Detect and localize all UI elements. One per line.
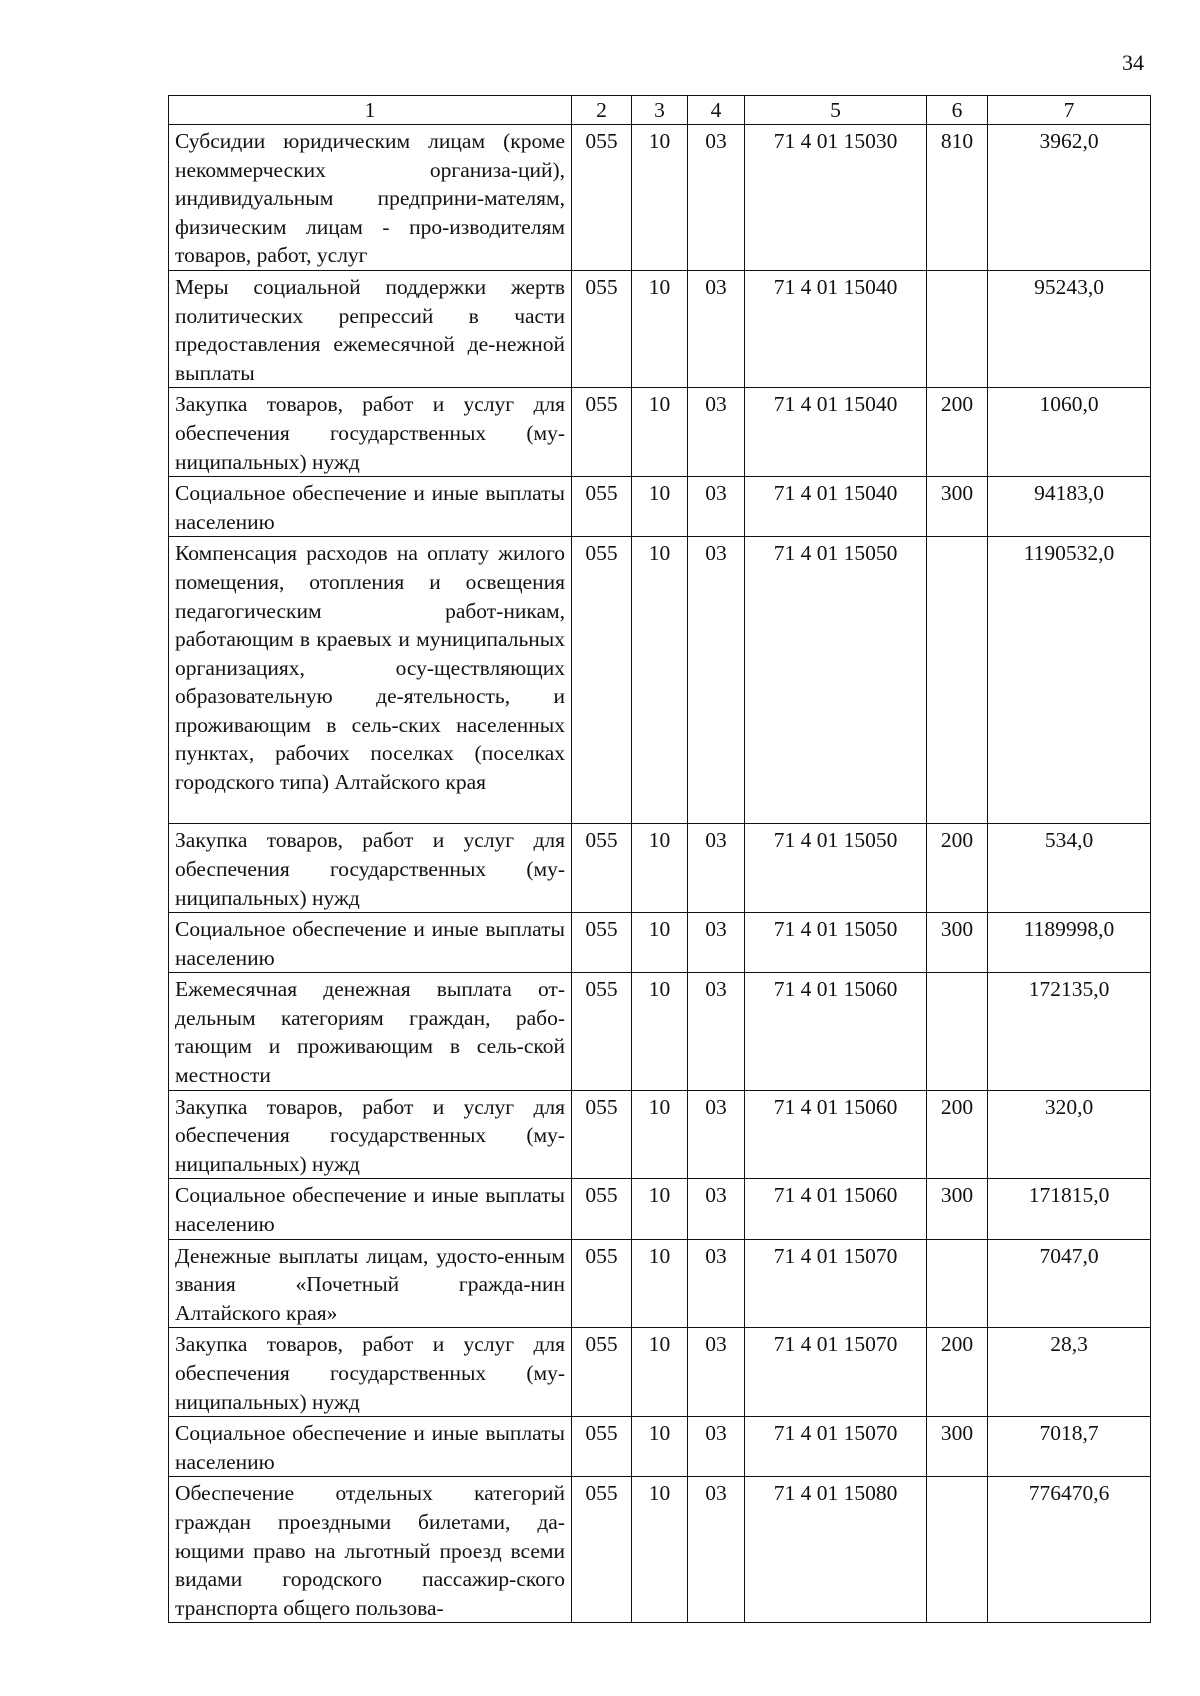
table-row [169,537,1151,824]
column-header: 3 [632,96,688,125]
cell-amount: 1189998,0 [988,913,1151,973]
cell-c2: 055 [572,824,632,913]
cell-c2: 055 [572,537,632,824]
table-row [169,125,1151,271]
cell-code: 71 4 01 15050 [745,913,927,973]
cell-c3: 10 [632,125,688,271]
cell-c2: 055 [572,913,632,973]
row-description [169,477,572,537]
row-description [169,1239,572,1328]
cell-amount: 1060,0 [988,388,1151,477]
table-row [169,973,1151,1090]
cell-amount: 28,3 [988,1328,1151,1417]
cell-amount: 7047,0 [988,1239,1151,1328]
row-description-text: Компенсация расходов на оплату жилого помещения, отопления и освещения педагогическим работ-никам, работающим в краевых и муниципальных организациях, осу-ществляющих образовательную де-ятельность, и проживающим в сель-ских населенных пунктах, рабочих поселках (поселках городского типа) Алтайского края [175,541,565,795]
row-description-text: Ежемесячная денежная выплата от-дельным категориям граждан, рабо-тающим и проживающим в сель-ской местности [175,977,565,1088]
cell-c4: 03 [688,537,745,824]
cell-type: 300 [927,1417,988,1477]
cell-type: 810 [927,125,988,271]
row-description-text: Закупка товаров, работ и услуг для обеспечения государственных (му-ниципальных) нужд [175,1332,565,1414]
cell-c3: 10 [632,1179,688,1239]
column-header: 6 [927,96,988,125]
row-description-text: Закупка товаров, работ и услуг для обеспечения государственных (му-ниципальных) нужд [175,1094,565,1176]
cell-c3: 10 [632,824,688,913]
cell-c3: 10 [632,913,688,973]
cell-c4: 03 [688,1090,745,1179]
table-body [169,125,1151,1623]
cell-c2: 055 [572,1417,632,1477]
cell-c2: 055 [572,1179,632,1239]
table-row [169,477,1151,537]
cell-type [927,1239,988,1328]
row-description [169,1090,572,1179]
cell-c2: 055 [572,973,632,1090]
table-row [169,913,1151,973]
budget-table [168,95,1151,1623]
column-header: 4 [688,96,745,125]
budget-table-container [168,95,1151,1623]
cell-code: 71 4 01 15060 [745,1179,927,1239]
row-description-text: Денежные выплаты лицам, удосто-енным звания «Почетный гражда-нин Алтайского края» [175,1243,565,1325]
page-number: 34 [1122,50,1144,75]
cell-amount: 1190532,0 [988,537,1151,824]
cell-code: 71 4 01 15060 [745,973,927,1090]
cell-amount: 95243,0 [988,270,1151,387]
row-description-text: Обеспечение отдельных категорий граждан проездными билетами, да-ющими право на льготный проезд всеми видами городского пассажир-ского транспорта общего пользова- [175,1481,565,1620]
cell-type [927,973,988,1090]
table-row [169,270,1151,387]
cell-type [927,1477,988,1623]
cell-code: 71 4 01 15030 [745,125,927,271]
row-description [169,973,572,1090]
cell-c3: 10 [632,388,688,477]
cell-c3: 10 [632,1477,688,1623]
cell-c2: 055 [572,1477,632,1623]
row-description-text: Закупка товаров, работ и услуг для обеспечения государственных (му-ниципальных) нужд [175,392,565,474]
cell-c3: 10 [632,537,688,824]
cell-code: 71 4 01 15070 [745,1239,927,1328]
cell-c3: 10 [632,973,688,1090]
cell-c2: 055 [572,477,632,537]
cell-amount: 776470,6 [988,1477,1151,1623]
cell-c4: 03 [688,477,745,537]
cell-c4: 03 [688,388,745,477]
row-description [169,824,572,913]
cell-c4: 03 [688,1417,745,1477]
cell-code: 71 4 01 15040 [745,388,927,477]
cell-c4: 03 [688,824,745,913]
row-description-text: Меры социальной поддержки жертв политических репрессий в части предоставления ежемесячной де-нежной выплаты [175,274,565,385]
cell-type [927,537,988,824]
cell-c4: 03 [688,973,745,1090]
cell-code: 71 4 01 15040 [745,270,927,387]
cell-amount: 172135,0 [988,973,1151,1090]
row-description [169,125,572,271]
cell-c2: 055 [572,1239,632,1328]
row-description-text: Субсидии юридическим лицам (кроме некоммерческих организа-ций), индивидуальным предприни-мателям, физическим лицам - про-изводителям товаров, работ, услуг [175,129,565,268]
cell-type: 300 [927,913,988,973]
cell-amount: 171815,0 [988,1179,1151,1239]
row-description-text: Социальное обеспечение и иные выплаты населению [175,481,565,534]
cell-type: 300 [927,1179,988,1239]
cell-c2: 055 [572,388,632,477]
row-description [169,537,572,824]
cell-amount: 320,0 [988,1090,1151,1179]
cell-code: 71 4 01 15050 [745,537,927,824]
table-row [169,824,1151,913]
cell-type [927,270,988,387]
cell-type: 200 [927,1090,988,1179]
cell-code: 71 4 01 15070 [745,1417,927,1477]
row-description [169,388,572,477]
column-header: 1 [169,96,572,125]
cell-c2: 055 [572,125,632,271]
cell-type: 200 [927,388,988,477]
table-row [169,388,1151,477]
row-description [169,1328,572,1417]
table-header-row [169,96,1151,125]
cell-amount: 3962,0 [988,125,1151,271]
row-description [169,1477,572,1623]
cell-c3: 10 [632,1417,688,1477]
cell-amount: 534,0 [988,824,1151,913]
cell-type: 200 [927,824,988,913]
column-header: 2 [572,96,632,125]
table-row [169,1477,1151,1623]
row-description [169,913,572,973]
cell-type: 300 [927,477,988,537]
cell-code: 71 4 01 15080 [745,1477,927,1623]
cell-c4: 03 [688,1328,745,1417]
cell-c2: 055 [572,1090,632,1179]
cell-amount: 94183,0 [988,477,1151,537]
column-header: 7 [988,96,1151,125]
cell-c4: 03 [688,913,745,973]
cell-c3: 10 [632,1328,688,1417]
row-description-text: Социальное обеспечение и иные выплаты населению [175,917,565,970]
cell-code: 71 4 01 15070 [745,1328,927,1417]
table-row [169,1090,1151,1179]
cell-c4: 03 [688,1179,745,1239]
cell-code: 71 4 01 15050 [745,824,927,913]
cell-c2: 055 [572,1328,632,1417]
cell-c3: 10 [632,1090,688,1179]
cell-c4: 03 [688,1477,745,1623]
table-row [169,1328,1151,1417]
table-row [169,1179,1151,1239]
cell-c4: 03 [688,1239,745,1328]
cell-c2: 055 [572,270,632,387]
cell-code: 71 4 01 15040 [745,477,927,537]
cell-c3: 10 [632,1239,688,1328]
row-description [169,270,572,387]
table-row [169,1417,1151,1477]
cell-code: 71 4 01 15060 [745,1090,927,1179]
cell-c4: 03 [688,125,745,271]
cell-c3: 10 [632,270,688,387]
row-description [169,1417,572,1477]
table-row [169,1239,1151,1328]
column-header: 5 [745,96,927,125]
row-description-text: Закупка товаров, работ и услуг для обеспечения государственных (му-ниципальных) нужд [175,828,565,910]
row-description-text: Социальное обеспечение и иные выплаты населению [175,1183,565,1237]
cell-c3: 10 [632,477,688,537]
row-description-text: Социальное обеспечение и иные выплаты населению [175,1421,565,1474]
cell-type: 200 [927,1328,988,1417]
cell-c4: 03 [688,270,745,387]
row-description [169,1179,572,1239]
cell-amount: 7018,7 [988,1417,1151,1477]
